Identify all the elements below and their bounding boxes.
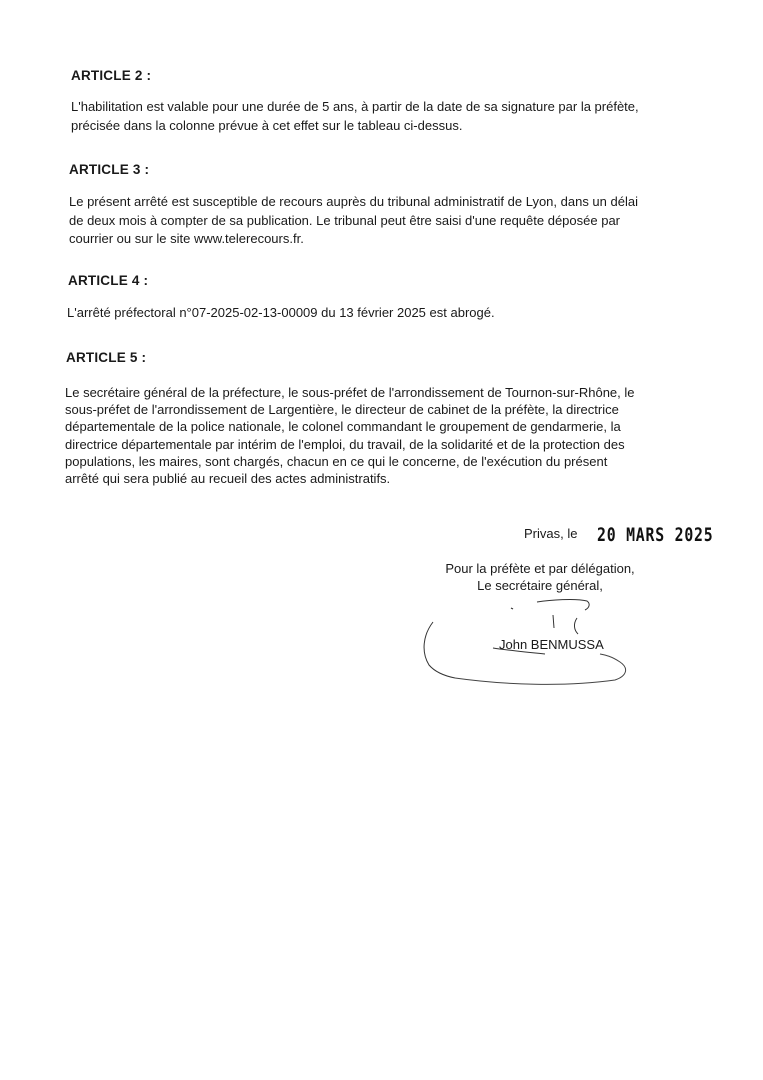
delegation-line: Pour la préfète et par délégation, <box>445 561 635 576</box>
article-4-line: L'arrêté préfectoral n°07-2025-02-13-00009 du 13 février 2025 est abrogé. <box>67 305 495 320</box>
article-3-heading: ARTICLE 3 : <box>69 162 150 177</box>
article-5-text <box>65 384 690 487</box>
article-5-line: directrice départementale par intérim de l'emploi, du travail, de la solidarité et de la protection des <box>65 436 625 452</box>
article-5-line: Le secrétaire général de la préfecture, le sous-préfet de l'arrondissement de Tournon-sur-Rhône, le <box>65 385 635 400</box>
signature-place: Privas, le <box>524 526 578 541</box>
article-5-line: populations, les maires, sont chargés, chacun en ce qui le concerne, de l'exécution du présent <box>65 453 608 469</box>
date-stamp: 20 MARS 2025 <box>597 524 714 546</box>
article-3-line: de deux mois à compter de sa publication. Le tribunal peut être saisi d'une requête déposée par <box>69 212 621 228</box>
article-4-text <box>67 304 687 323</box>
article-2-text <box>71 98 691 135</box>
article-4-heading: ARTICLE 4 : <box>68 273 149 288</box>
article-2-line: précisée dans la colonne prévue à cet effet sur le tableau ci-dessus. <box>71 117 463 133</box>
article-5-line: départementale de la police nationale, le colonel commandant le groupement de gendarmerie, la <box>65 419 621 435</box>
article-3-line: Le présent arrêté est susceptible de recours auprès du tribunal administratif de Lyon, dans un délai <box>69 194 638 209</box>
signer-title: Le secrétaire général, <box>477 578 603 593</box>
article-3-line: courrier ou sur le site www.telerecours.fr. <box>69 231 304 246</box>
article-2-heading: ARTICLE 2 : <box>71 68 152 83</box>
article-5-line: arrêté qui sera publié au recueil des actes administratifs. <box>65 471 391 487</box>
article-3-text <box>69 193 691 249</box>
signature-block <box>440 560 640 594</box>
article-5-line: sous-préfet de l'arrondissement de Largentière, le directeur de cabinet de la préfète, la directrice <box>65 402 619 418</box>
signer-name: John BENMUSSA <box>499 637 604 652</box>
article-2-line: L'habilitation est valable pour une durée de 5 ans, à partir de la date de sa signature par la préfète, <box>71 99 639 114</box>
article-5-heading: ARTICLE 5 : <box>66 350 147 365</box>
